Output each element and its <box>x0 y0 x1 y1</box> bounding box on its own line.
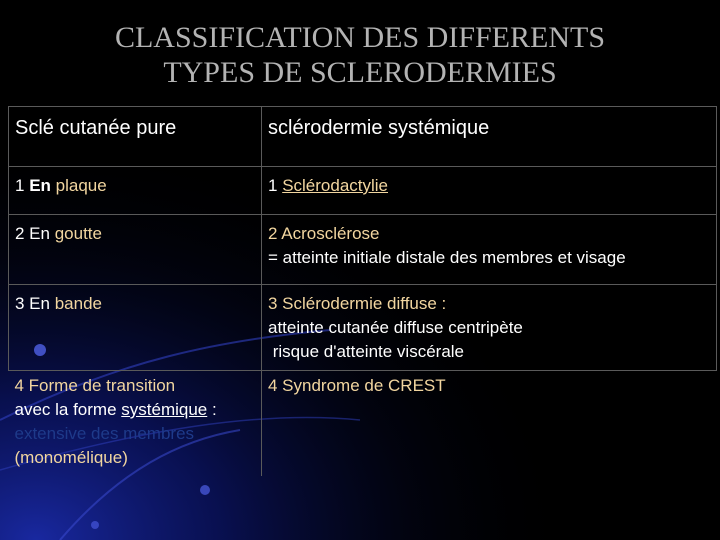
title-line-1: CLASSIFICATION DES DIFFERENTS <box>114 21 606 54</box>
header-systemic <box>262 107 717 167</box>
table-row <box>9 215 717 285</box>
cell-right <box>262 285 717 371</box>
classification-table <box>8 106 717 476</box>
header-systemic-label: sclérodermie systémique <box>268 117 490 139</box>
cell-right <box>262 215 717 285</box>
cell-text: avec la forme <box>14 400 122 419</box>
cell-left <box>9 167 262 215</box>
cell-right <box>262 371 717 477</box>
cell-bold-text: En <box>29 176 51 195</box>
cell-left <box>9 285 262 371</box>
cell-left <box>9 371 262 477</box>
cell-line: = atteinte initiale distale des membres et visage <box>268 248 626 267</box>
cell-accent-text: plaque <box>50 176 107 195</box>
cell-line: 4 Syndrome de CREST <box>268 376 446 395</box>
title-line-2: TYPES DE SCLERODERMIES <box>163 56 557 89</box>
cell-line: atteinte cutanée diffuse centripète <box>268 318 523 337</box>
cell-underlined-text: systémique <box>121 400 208 419</box>
row-number: 1 <box>15 176 30 195</box>
row-number: 3 En <box>15 294 55 313</box>
table-row <box>9 167 717 215</box>
cell-line: 2 Acrosclérose <box>268 224 380 243</box>
cell-text: : <box>207 400 217 419</box>
row-number: 2 En <box>15 224 55 243</box>
cell-line: 3 Sclérodermie diffuse : <box>268 294 447 313</box>
cell-accent-text: goutte <box>54 224 102 243</box>
table-row <box>9 371 717 477</box>
cell-underlined-text: Sclérodactylie <box>282 176 389 195</box>
cell-left <box>9 215 262 285</box>
slide-title <box>0 20 720 90</box>
header-cutaneous-label: Sclé cutanée pure <box>15 117 177 139</box>
cell-line: risque d'atteinte viscérale <box>268 342 465 361</box>
cell-right <box>262 167 717 215</box>
table-header-row <box>9 107 717 167</box>
cell-faint-line: extensive des membres <box>14 424 195 443</box>
cell-line: (monomélique) <box>14 448 128 467</box>
table-row <box>9 285 717 371</box>
header-cutaneous <box>9 107 262 167</box>
cell-accent-text: bande <box>54 294 102 313</box>
row-number: 1 <box>268 176 283 195</box>
cell-line: 4 Forme de transition <box>14 376 176 395</box>
